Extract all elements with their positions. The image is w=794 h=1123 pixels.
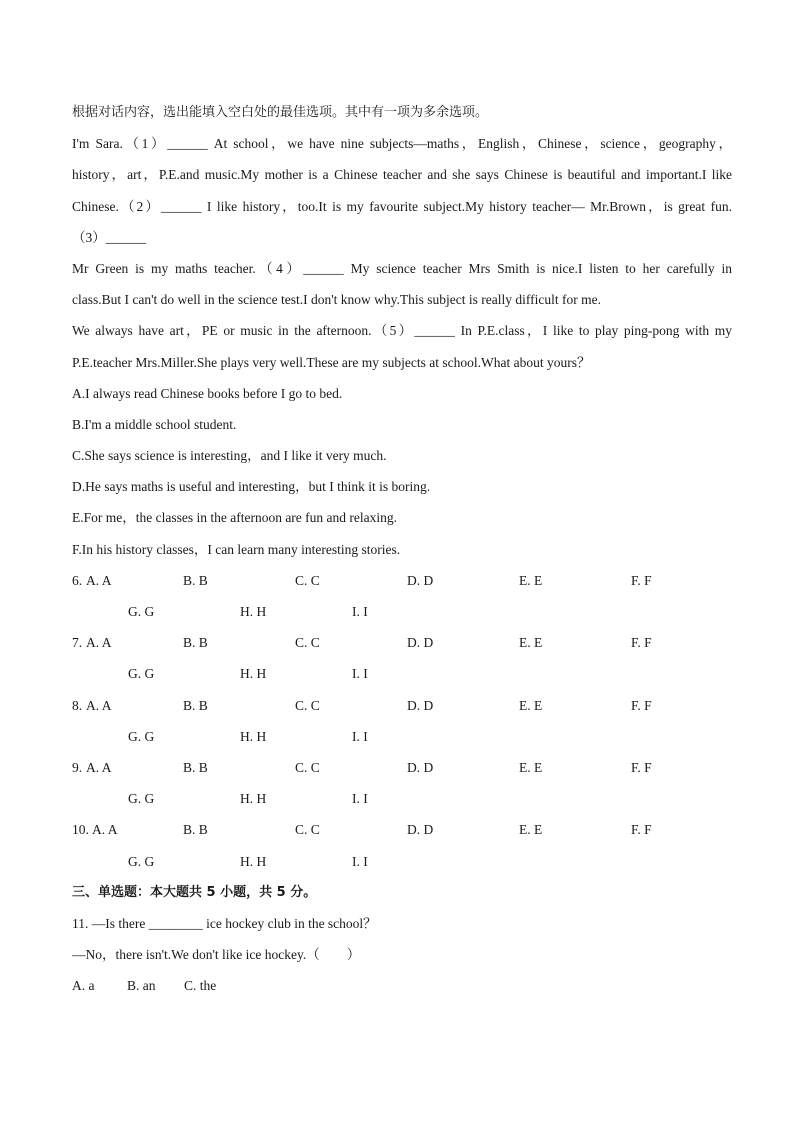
question-7-row2 xyxy=(72,658,732,689)
question-number: 9. xyxy=(72,759,83,775)
question-number: 8. xyxy=(72,697,83,713)
exam-page xyxy=(72,97,732,1001)
choice-c[interactable]: C. C xyxy=(295,759,320,775)
choice-g[interactable]: G. G xyxy=(128,853,155,869)
question-9-row1 xyxy=(72,752,732,783)
choice-e[interactable]: E. E xyxy=(519,572,543,588)
option-text-c: C.She says science is interesting，and I like it very much. xyxy=(72,448,387,464)
passage-line: I'm Sara.（1）______ At school，we have nine subjects—maths，English，Chinese，science，geography， xyxy=(72,136,732,152)
passage-line: We always have art，PE or music in the afternoon.（5）______ In P.E.class，I like to play ping-pong with my xyxy=(72,323,732,339)
section-heading: 三、单选题：本大题共 5 小题，共 5 分。 xyxy=(72,884,317,900)
choice-c[interactable]: C. the xyxy=(184,978,217,994)
choice-e[interactable]: E. E xyxy=(519,697,543,713)
choice-e[interactable]: E. E xyxy=(519,822,543,838)
choice-e[interactable]: E. E xyxy=(519,759,543,775)
choice-a[interactable]: A. a xyxy=(72,978,95,994)
choice-a[interactable]: A. A xyxy=(92,822,118,838)
choice-c[interactable]: C. C xyxy=(295,635,320,651)
choice-a[interactable]: A. A xyxy=(86,572,112,588)
choice-d[interactable]: D. D xyxy=(407,697,434,713)
choice-d[interactable]: D. D xyxy=(407,759,434,775)
question-10-row2 xyxy=(72,846,732,877)
choice-f[interactable]: F. F xyxy=(631,697,652,713)
passage-line: Mr Green is my maths teacher.（4）______ My science teacher Mrs Smith is nice.I listen to her carefully in xyxy=(72,260,732,276)
choice-b[interactable]: B. B xyxy=(183,572,208,588)
choice-a[interactable]: A. A xyxy=(86,759,112,775)
choice-b[interactable]: B. an xyxy=(127,978,156,994)
choice-g[interactable]: G. G xyxy=(128,728,155,744)
question-11-options xyxy=(72,970,732,1001)
choice-f[interactable]: F. F xyxy=(631,572,652,588)
passage-line: history，art，P.E.and music.My mother is a Chinese teacher and she says Chinese is beautiful and important.I like xyxy=(72,167,732,183)
choice-c[interactable]: C. C xyxy=(295,822,320,838)
passage-line: class.But I can't do well in the science test.I don't know why.This subject is really difficult for me. xyxy=(72,292,601,308)
question-11-stem: 11. —Is there ________ ice hockey club in the school？ xyxy=(72,915,377,931)
choice-g[interactable]: G. G xyxy=(128,666,155,682)
choice-h[interactable]: H. H xyxy=(240,728,267,744)
choice-f[interactable]: F. F xyxy=(631,759,652,775)
choice-f[interactable]: F. F xyxy=(631,635,652,651)
choice-i[interactable]: I. I xyxy=(352,853,368,869)
choice-i[interactable]: I. I xyxy=(352,791,368,807)
question-10-row1 xyxy=(72,814,732,845)
choice-b[interactable]: B. B xyxy=(183,759,208,775)
choice-h[interactable]: H. H xyxy=(240,666,267,682)
question-6-row1 xyxy=(72,565,732,596)
option-text-f: F.In his history classes，I can learn many interesting stories. xyxy=(72,541,401,557)
choice-d[interactable]: D. D xyxy=(407,822,434,838)
choice-g[interactable]: G. G xyxy=(128,604,155,619)
instruction-text: 根据对话内容，选出能填入空白处的最佳选项。其中有一项为多余选项。 xyxy=(72,105,489,120)
question-8-row1 xyxy=(72,690,732,721)
choice-c[interactable]: C. C xyxy=(295,697,320,713)
choice-h[interactable]: H. H xyxy=(240,791,267,807)
choice-d[interactable]: D. D xyxy=(407,572,434,588)
choice-a[interactable]: A. A xyxy=(86,697,112,713)
choice-b[interactable]: B. B xyxy=(183,697,208,713)
question-11-reply: —No，there isn't.We don't like ice hockey.（ ） xyxy=(72,947,361,963)
option-text-d: D.He says maths is useful and interesting，but I think it is boring. xyxy=(72,479,431,495)
question-6-row2 xyxy=(72,596,732,627)
choice-i[interactable]: I. I xyxy=(352,728,368,744)
passage-line: P.E.teacher Mrs.Miller.She plays very well.These are my subjects at school.What about yours？ xyxy=(72,354,591,370)
question-7-row1 xyxy=(72,627,732,658)
question-number: 6. xyxy=(72,572,83,588)
passage-line: （3）______ xyxy=(72,229,147,245)
question-number: 7. xyxy=(72,635,83,651)
choice-c[interactable]: C. C xyxy=(295,572,320,588)
choice-d[interactable]: D. D xyxy=(407,635,434,651)
option-text-b: B.I'm a middle school student. xyxy=(72,416,237,432)
choice-f[interactable]: F. F xyxy=(631,822,652,838)
choice-a[interactable]: A. A xyxy=(86,635,112,651)
question-number: 10. xyxy=(72,822,89,838)
option-text-a: A.I always read Chinese books before I go to bed. xyxy=(72,385,343,401)
choice-b[interactable]: B. B xyxy=(183,822,208,838)
choice-g[interactable]: G. G xyxy=(128,791,155,807)
choice-i[interactable]: I. I xyxy=(352,604,368,619)
choice-i[interactable]: I. I xyxy=(352,666,368,682)
choice-e[interactable]: E. E xyxy=(519,635,543,651)
choice-b[interactable]: B. B xyxy=(183,635,208,651)
option-text-e: E.For me，the classes in the afternoon are fun and relaxing. xyxy=(72,510,398,526)
passage-line: Chinese.（2）______ I like history，too.It is my favourite subject.My history teacher— Mr.Brown，is great fun. xyxy=(72,198,732,214)
choice-h[interactable]: H. H xyxy=(240,604,267,619)
question-8-row2 xyxy=(72,721,732,752)
question-9-row2 xyxy=(72,783,732,814)
choice-h[interactable]: H. H xyxy=(240,853,267,869)
